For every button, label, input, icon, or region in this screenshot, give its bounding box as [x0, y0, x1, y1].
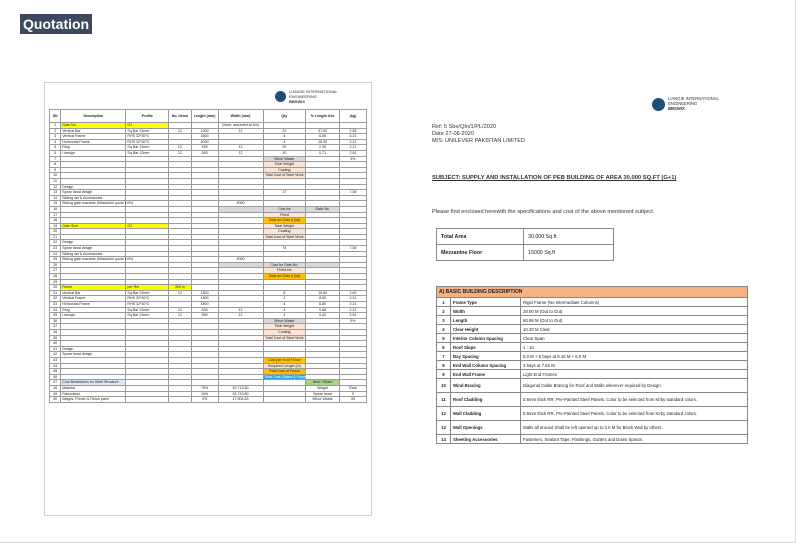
- table-cell: 17,904.83: [218, 397, 263, 403]
- table-cell: 2.81: [339, 313, 366, 319]
- table-cell: Sq Bar 12mm: [126, 290, 169, 296]
- table-row: [437, 370, 748, 379]
- table-cell: Wages, Primer & Finish paint: [61, 397, 126, 403]
- table-row: Total Area 30,000 Sq.ft: [437, 229, 614, 245]
- description-number: 2: [437, 307, 451, 316]
- table-cell: 0.71: [306, 150, 340, 156]
- description-number: 9: [437, 370, 451, 379]
- table-cell: Cost for: [263, 206, 306, 212]
- table-cell: 12: [169, 307, 191, 313]
- letter-subject: SUBJECT: SUPPLY AND INSTALLATION OF PEB BUILDING OF AREA 30,000 SQ.FT (G+1): [432, 175, 677, 181]
- table-cell: 1800: [191, 296, 218, 302]
- table-cell: Total Cost of Steel Work: [263, 173, 306, 179]
- table-cell: 42: [50, 352, 61, 358]
- company-logo: [275, 89, 338, 105]
- description-value: 60.96 M (Out to Out): [521, 316, 748, 325]
- table-cell: 22: [50, 240, 61, 246]
- quotation-sheet-image: [44, 82, 372, 516]
- table-cell: Sliding rail & Accessories: [61, 251, 126, 257]
- table-row: [437, 361, 748, 370]
- table-cell: Spear head design: [61, 190, 126, 196]
- table-cell: 31: [50, 290, 61, 296]
- table-cell: 13: [50, 190, 61, 196]
- description-value: 6.0 M + 8 bays at 8.16 M + 6.0 M: [521, 352, 748, 361]
- table-cell: Total Weight: [263, 162, 306, 168]
- table-cell: 0.88: [306, 307, 340, 313]
- table-cell: RHS 32*30*3: [126, 296, 169, 302]
- description-value: Light End Frames: [521, 370, 748, 379]
- table-cell: Fence: [61, 285, 126, 291]
- table-cell: 2800: [191, 134, 218, 140]
- table-cell: 36: [50, 318, 61, 324]
- table-cell: 2.21: [339, 145, 366, 151]
- quotation-letter-image: [418, 82, 748, 514]
- description-value: Diagonal Cable Bracing for Roof and Walls wherever required by Design.: [521, 379, 748, 393]
- table-cell: Spear head: [306, 391, 340, 397]
- table-cell: 44: [50, 363, 61, 369]
- table-cell: 590: [191, 150, 218, 156]
- table-cell: 46: [50, 374, 61, 380]
- table-cell: 8.60: [306, 296, 340, 302]
- recipient: M/S: UNILEVER PAKISTAN LIMITED: [432, 138, 526, 145]
- table-cell: 7.56: [339, 246, 366, 252]
- table-cell: 2.83: [339, 290, 366, 296]
- table-cell: 1800: [191, 290, 218, 296]
- description-item: Roof Slope: [451, 343, 521, 352]
- table-cell: 1: [50, 123, 61, 129]
- table-cell: Cost for Gate No.: [263, 262, 306, 268]
- description-number: 1: [437, 298, 451, 307]
- table-cell: I design: [61, 150, 126, 156]
- table-cell: 39: [50, 335, 61, 341]
- company-logo: [652, 96, 718, 112]
- table-cell: Total for Gate A (lot): [263, 274, 306, 280]
- description-item: Bay Spacing: [451, 352, 521, 361]
- ref-number: Ref: 5 Sbe/Qtn/1/PL/2020: [432, 124, 497, 130]
- description-number: 12: [437, 407, 451, 421]
- table-cell: Ring: [61, 145, 126, 151]
- table-cell: 95: [339, 397, 366, 403]
- table-cell: 2.83: [339, 128, 366, 134]
- description-item: Wind Bracing: [451, 379, 521, 393]
- table-cell: Coating: [263, 167, 306, 173]
- table-cell: G2: [126, 223, 169, 229]
- table-cell: 19: [50, 223, 61, 229]
- table-cell: 75%: [191, 385, 218, 391]
- table-cell: Weight: [306, 385, 340, 391]
- table-cell: 1000: [191, 128, 218, 134]
- table-cell: Vertical Bar: [61, 128, 126, 134]
- table-cell: I design: [61, 313, 126, 319]
- table-cell: RHS 32*30*3: [126, 302, 169, 308]
- table-cell: 16: [50, 206, 61, 212]
- table-cell: Gate No.: [306, 206, 340, 212]
- table-cell: 26: [50, 262, 61, 268]
- table-cell: Horizontal Frame: [61, 302, 126, 308]
- table-cell: 47: [50, 380, 61, 386]
- table-cell: Rate: [339, 385, 366, 391]
- description-number: 14: [437, 435, 451, 444]
- table-cell: 23: [50, 246, 61, 252]
- table-cell: 4: [263, 307, 306, 313]
- table-cell: 8: [50, 162, 61, 168]
- table-cell: 12: [218, 313, 263, 319]
- table-cell: Item / Share: [306, 380, 340, 386]
- table-cell: 15%: [191, 391, 218, 397]
- logo-text: LIANGIE INTERNATIONAL ENGINEERING BBSWIX: [668, 96, 719, 111]
- table-cell: 0.42: [306, 313, 340, 319]
- table-cell: 300 m: [169, 285, 191, 291]
- description-value: 0.5mm thick RR, Pre-Painted Steel Panels. Color to be selected from Kirby standard colors.: [521, 407, 748, 421]
- table-cell: 40: [50, 341, 61, 347]
- table-cell: 4: [263, 134, 306, 140]
- table-cell: 37: [50, 324, 61, 330]
- table-cell: 12: [218, 128, 263, 134]
- table-cell: 535: [191, 145, 218, 151]
- table-cell: Coating: [263, 329, 306, 335]
- table-row: Mezzanine Floor 15000 Sq.ft: [437, 245, 614, 261]
- table-row: [437, 343, 748, 352]
- table-cell: 11: [50, 178, 61, 184]
- table-cell: 590: [191, 313, 218, 319]
- table-cell: (Note: assumed at 4m): [218, 123, 263, 129]
- table-cell: 33: [50, 302, 61, 308]
- table-cell: Design: [61, 346, 126, 352]
- description-item: Sheeting Accessories: [451, 435, 521, 444]
- table-cell: Sliding rail & Accessories: [61, 195, 126, 201]
- description-item: Interior Column Spacing: [451, 334, 521, 343]
- table-cell: 4: [263, 139, 306, 145]
- table-cell: 18.00: [306, 139, 340, 145]
- table-cell: 1800: [191, 302, 218, 308]
- table-cell: Minor Waste: [263, 318, 306, 324]
- table-cell: 6: [50, 150, 61, 156]
- table-cell: Minor Waste: [263, 156, 306, 162]
- table-cell: Total Cost of Fence: [263, 369, 306, 375]
- table-cell: Sq Bar 12mm: [126, 145, 169, 151]
- table-cell: 25: [50, 257, 61, 263]
- table-cell: 92,713.80: [218, 391, 263, 397]
- table-cell: 535: [191, 307, 218, 313]
- description-value: 10.20 M Clear: [521, 325, 748, 334]
- table-cell: 29: [50, 279, 61, 285]
- logo-icon: [652, 98, 665, 111]
- description-item: Clear Height: [451, 325, 521, 334]
- table-cell: 8: [263, 290, 306, 296]
- description-number: 10: [437, 379, 451, 393]
- table-cell: 24: [50, 251, 61, 257]
- description-item: Length: [451, 316, 521, 325]
- table-cell: 34: [50, 307, 61, 313]
- table-cell: Total Cost of Steel Work: [263, 234, 306, 240]
- table-cell: 10: [263, 150, 306, 156]
- table-row: [437, 435, 748, 444]
- table-cell: 74: [263, 246, 306, 252]
- table-cell: 2.21: [339, 296, 366, 302]
- area-table: [436, 228, 614, 261]
- description-value: 28.00 M (Out to Out): [521, 307, 748, 316]
- table-cell: Material: [61, 385, 126, 391]
- table-cell: Cost per m of Fence: [263, 357, 306, 363]
- description-header: A) BASIC BUILDING DESCRIPTION: [437, 287, 748, 298]
- table-cell: 5: [50, 145, 61, 151]
- table-cell: 12: [218, 307, 263, 313]
- page-title: Quotation: [20, 14, 92, 34]
- table-cell: Fixed: [263, 212, 306, 218]
- table-cell: 14: [50, 195, 61, 201]
- table-cell: Spear head design: [61, 352, 126, 358]
- table-cell: 6.80: [306, 134, 340, 140]
- table-cell: Vertical Frame: [61, 296, 126, 302]
- table-cell: 22: [263, 128, 306, 134]
- table-cell: 12: [218, 150, 263, 156]
- table-cell: 5%: [339, 156, 366, 162]
- table-cell: Spear head design: [61, 246, 126, 252]
- table-cell: 43: [50, 357, 61, 363]
- table-cell: 41: [50, 346, 61, 352]
- description-value: 0.5mm thick RR, Pre-Painted Steel Panels. Color to be selected from Kirby standard colors.: [521, 393, 748, 407]
- table-row: [437, 352, 748, 361]
- table-cell: Horizontal Frame: [61, 139, 126, 145]
- table-cell: 27: [50, 268, 61, 274]
- description-item: Wall Cladding: [451, 407, 521, 421]
- description-number: 5: [437, 334, 451, 343]
- table-cell: 92,713.80: [218, 385, 263, 391]
- table-cell: 4000: [191, 139, 218, 145]
- table-cell: Minor Waste: [306, 397, 340, 403]
- table-row: [50, 397, 367, 403]
- table-cell: 4: [50, 139, 61, 145]
- table-cell: G1: [126, 123, 169, 129]
- table-cell: 17: [50, 212, 61, 218]
- table-cell: 7: [50, 156, 61, 162]
- table-cell: 15.80: [306, 290, 340, 296]
- description-value: Rigid Frame (No Intermediate Columns): [521, 298, 748, 307]
- table-row: [437, 298, 748, 307]
- description-value: Fasteners, Sealant Tape, Flashings, Gutters and Down Spouts.: [521, 435, 748, 444]
- table-row: [437, 334, 748, 343]
- table-cell: Vertical Bar: [61, 290, 126, 296]
- description-value: Clear Span: [521, 334, 748, 343]
- table-row: [437, 421, 748, 435]
- table-cell: Coating: [263, 229, 306, 235]
- table-cell: Gate No.: [61, 123, 126, 129]
- table-cell: 9000: [218, 257, 263, 263]
- description-item: Frame Type: [451, 298, 521, 307]
- table-row: [437, 379, 748, 393]
- description-item: Width: [451, 307, 521, 316]
- table-cell: 9%: [191, 397, 218, 403]
- table-cell: 47.00: [306, 128, 340, 134]
- table-cell: [263, 397, 306, 403]
- letter-date: Date 27-06-2020: [432, 131, 474, 138]
- table-cell: Sq Bar 12mm: [126, 313, 169, 319]
- table-cell: Cost Breakdown for Steel Structure: [61, 380, 126, 386]
- description-number: 4: [437, 325, 451, 334]
- table-cell: 6.80: [306, 302, 340, 308]
- table-cell: 35: [50, 313, 61, 319]
- table-cell: 2.35: [306, 145, 340, 151]
- description-number: 6: [437, 343, 451, 352]
- table-cell: 12: [218, 145, 263, 151]
- table-cell: 32: [50, 296, 61, 302]
- table-cell: Ring: [61, 307, 126, 313]
- table-cell: Sliding gate machine (Mitsubishi quote 10%): [62, 257, 134, 262]
- table-cell: Sliding gate machine (Mitsubishi quote 10%): [62, 201, 134, 206]
- description-item: Wall Openings: [451, 421, 521, 435]
- table-cell: Required Length (m): [263, 363, 306, 369]
- table-cell: 12: [169, 313, 191, 319]
- description-number: 11: [437, 393, 451, 407]
- table-cell: [126, 397, 169, 403]
- table-cell: 2.21: [339, 139, 366, 145]
- table-cell: RHS 32*30*3: [126, 134, 169, 140]
- cost-table: [49, 109, 367, 403]
- table-cell: 5%: [339, 318, 366, 324]
- description-item: End Wall Frame: [451, 370, 521, 379]
- table-cell: 9: [50, 167, 61, 173]
- table-cell: 20: [50, 229, 61, 235]
- description-value: Walls all around Shall be left opened up to 3.0 M for Block Wall by others.: [521, 421, 748, 435]
- description-value: 1 : 10: [521, 343, 748, 352]
- table-cell: 18: [50, 218, 61, 224]
- table-cell: 10: [50, 173, 61, 179]
- table-cell: 2.21: [339, 307, 366, 313]
- table-cell: 12: [169, 128, 191, 134]
- building-description-table: [436, 286, 748, 444]
- description-value: 3 bays at 7.62 M: [521, 361, 748, 370]
- table-cell: 5.21: [339, 134, 366, 140]
- table-cell: 28: [50, 274, 61, 280]
- table-row: [437, 407, 748, 421]
- table-cell: Total for Gate A (lot): [263, 218, 306, 224]
- table-cell: 2: [50, 128, 61, 134]
- table-row: [437, 307, 748, 316]
- table-cell: Total Weight: [263, 223, 306, 229]
- table-cell: Sq Bar 12mm: [126, 307, 169, 313]
- table-header-row: SN Description Profile No. items Length (mm) Width (mm) Qty % Length Use (kg): [50, 110, 367, 123]
- table-cell: Total Cost of Steel Work: [263, 335, 306, 341]
- table-cell: 49: [50, 391, 61, 397]
- description-number: 7: [437, 352, 451, 361]
- table-cell: 2.21: [339, 302, 366, 308]
- table-cell: 12: [169, 145, 191, 151]
- table-cell: RHS 32*30*3: [126, 139, 169, 145]
- table-cell: Design: [61, 184, 126, 190]
- table-cell: 12: [169, 290, 191, 296]
- table-cell: 45: [50, 369, 61, 375]
- table-cell: Fabrication: [61, 391, 126, 397]
- table-cell: Design: [61, 240, 126, 246]
- description-item: End Wall Column Spacing: [451, 361, 521, 370]
- table-cell: 50: [50, 397, 61, 403]
- table-cell: Sq Bar 12mm: [126, 150, 169, 156]
- description-number: 13: [437, 421, 451, 435]
- description-number: 8: [437, 361, 451, 370]
- table-cell: Gate Size: [61, 223, 126, 229]
- logo-text: LIANGIE INTERNATIONAL ENGINEERING BBSWIX: [289, 89, 338, 104]
- letter-reference: [432, 124, 525, 146]
- table-cell: Fixed etc: [263, 268, 306, 274]
- table-cell: 2.81: [339, 150, 366, 156]
- table-row: [437, 325, 748, 334]
- table-cell: per Rm: [126, 285, 169, 291]
- table-row: [437, 393, 748, 407]
- table-cell: 30: [50, 285, 61, 291]
- logo-icon: [275, 91, 286, 102]
- table-cell: 2: [263, 296, 306, 302]
- table-cell: 12: [169, 150, 191, 156]
- table-cell: 3: [50, 134, 61, 140]
- letter-intro: Please find enclosed herewith the specifications and cost of the above mentioned subject.: [432, 209, 655, 215]
- table-cell: Sq Bar 12mm: [126, 128, 169, 134]
- description-number: 3: [437, 316, 451, 325]
- table-cell: [169, 397, 191, 403]
- description-item: Roof Cladding: [451, 393, 521, 407]
- table-cell: Vertical Frame: [61, 134, 126, 140]
- table-cell: 38: [50, 329, 61, 335]
- table-cell: 15: [50, 201, 61, 207]
- table-cell: 20: [263, 145, 306, 151]
- table-cell: Total Cost (Gates & Fence): [264, 374, 308, 379]
- table-cell: 12: [50, 184, 61, 190]
- table-cell: 48: [50, 385, 61, 391]
- table-cell: 4: [263, 302, 306, 308]
- table-cell: 27: [263, 190, 306, 196]
- table-cell: 7.56: [339, 190, 366, 196]
- table-cell: Total Weight: [263, 324, 306, 330]
- table-cell: 9000: [218, 201, 263, 207]
- table-row: [437, 316, 748, 325]
- table-cell: 0: [339, 391, 366, 397]
- table-cell: 21: [50, 234, 61, 240]
- table-cell: 4: [263, 313, 306, 319]
